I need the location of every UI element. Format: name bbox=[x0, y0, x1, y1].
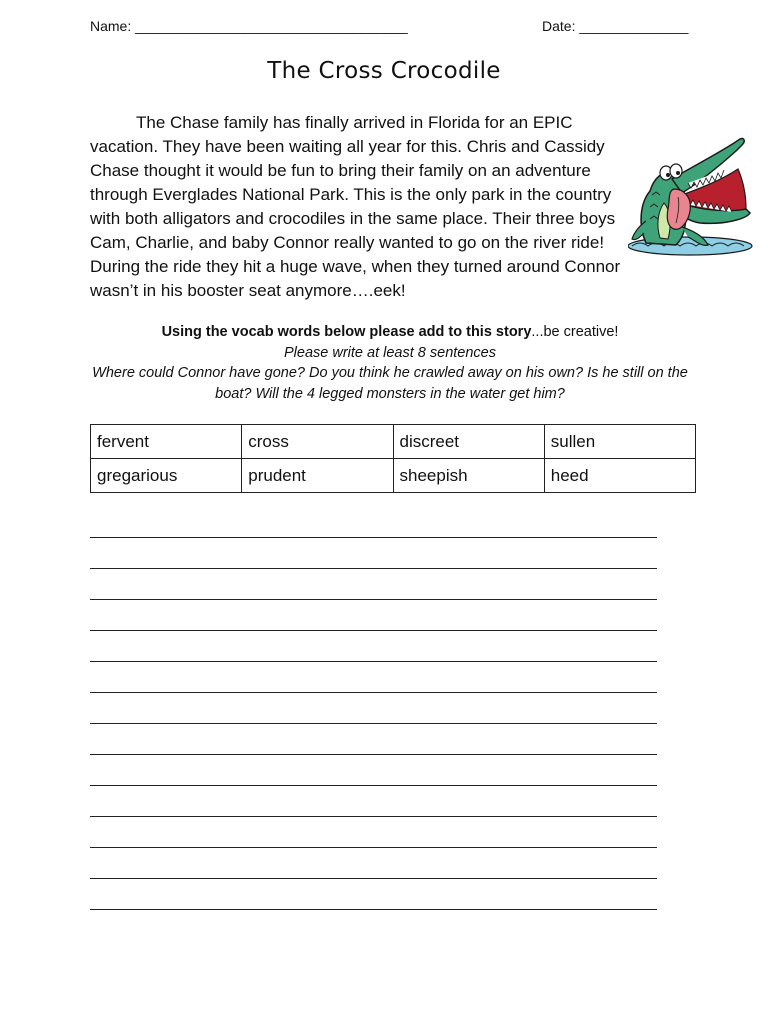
writing-line[interactable] bbox=[90, 661, 657, 662]
instructions-line-2: Please write at least 8 sentences bbox=[284, 344, 496, 361]
writing-line[interactable] bbox=[90, 630, 657, 631]
instructions-line-3: Where could Connor have gone? Do you think he crawled away on his own? Is he still on the boat? Will the 4 legged monsters in the water get him? bbox=[92, 365, 688, 402]
instructions-bold: Using the vocab words below please add to this story bbox=[161, 324, 532, 340]
writing-line[interactable] bbox=[90, 785, 657, 786]
worksheet-title: The Cross Crocodile bbox=[267, 58, 501, 84]
writing-line[interactable] bbox=[90, 537, 657, 538]
writing-line[interactable] bbox=[90, 599, 657, 600]
vocab-word: discreet bbox=[393, 425, 544, 459]
crocodile-cartoon-icon bbox=[628, 133, 762, 258]
vocab-word: fervent bbox=[91, 425, 242, 459]
writing-line[interactable] bbox=[90, 847, 657, 848]
writing-line[interactable] bbox=[90, 723, 657, 724]
writing-line[interactable] bbox=[90, 878, 657, 879]
vocab-row bbox=[91, 425, 696, 459]
writing-line[interactable] bbox=[90, 568, 657, 569]
story-paragraph: The Chase family has finally arrived in Florida for an EPIC vacation. They have been waiting all year for this. Chris and Cassidy Chase thought it would be fun to bring their family on an adventure through Everglades National Park. This is the only park in the country with both alligators and crocodiles in the same place. Their three boys Cam, Charlie, and baby Connor really wanted to go on the river ride! During the ride they hit a huge wave, when they turned around Connor wasn’t in his booster seat anymore….eek! bbox=[90, 113, 621, 300]
instructions-line-1 bbox=[90, 322, 690, 343]
vocab-word: heed bbox=[544, 459, 695, 493]
header-row bbox=[90, 18, 689, 38]
vocab-word: sheepish bbox=[393, 459, 544, 493]
vocab-word: cross bbox=[242, 425, 393, 459]
vocab-table bbox=[90, 424, 696, 493]
name-field[interactable]: Name: ___________________________________ bbox=[90, 18, 408, 34]
vocab-word: prudent bbox=[242, 459, 393, 493]
vocab-word: sullen bbox=[544, 425, 695, 459]
vocab-word: gregarious bbox=[91, 459, 242, 493]
date-field[interactable]: Date: ______________ bbox=[542, 18, 689, 34]
vocab-row bbox=[91, 459, 696, 493]
instructions-suffix: ...be creative! bbox=[531, 324, 619, 340]
writing-line[interactable] bbox=[90, 909, 657, 910]
writing-line[interactable] bbox=[90, 692, 657, 693]
writing-line[interactable] bbox=[90, 816, 657, 817]
writing-line[interactable] bbox=[90, 754, 657, 755]
writing-lines bbox=[90, 537, 657, 940]
instructions-block bbox=[90, 322, 690, 404]
